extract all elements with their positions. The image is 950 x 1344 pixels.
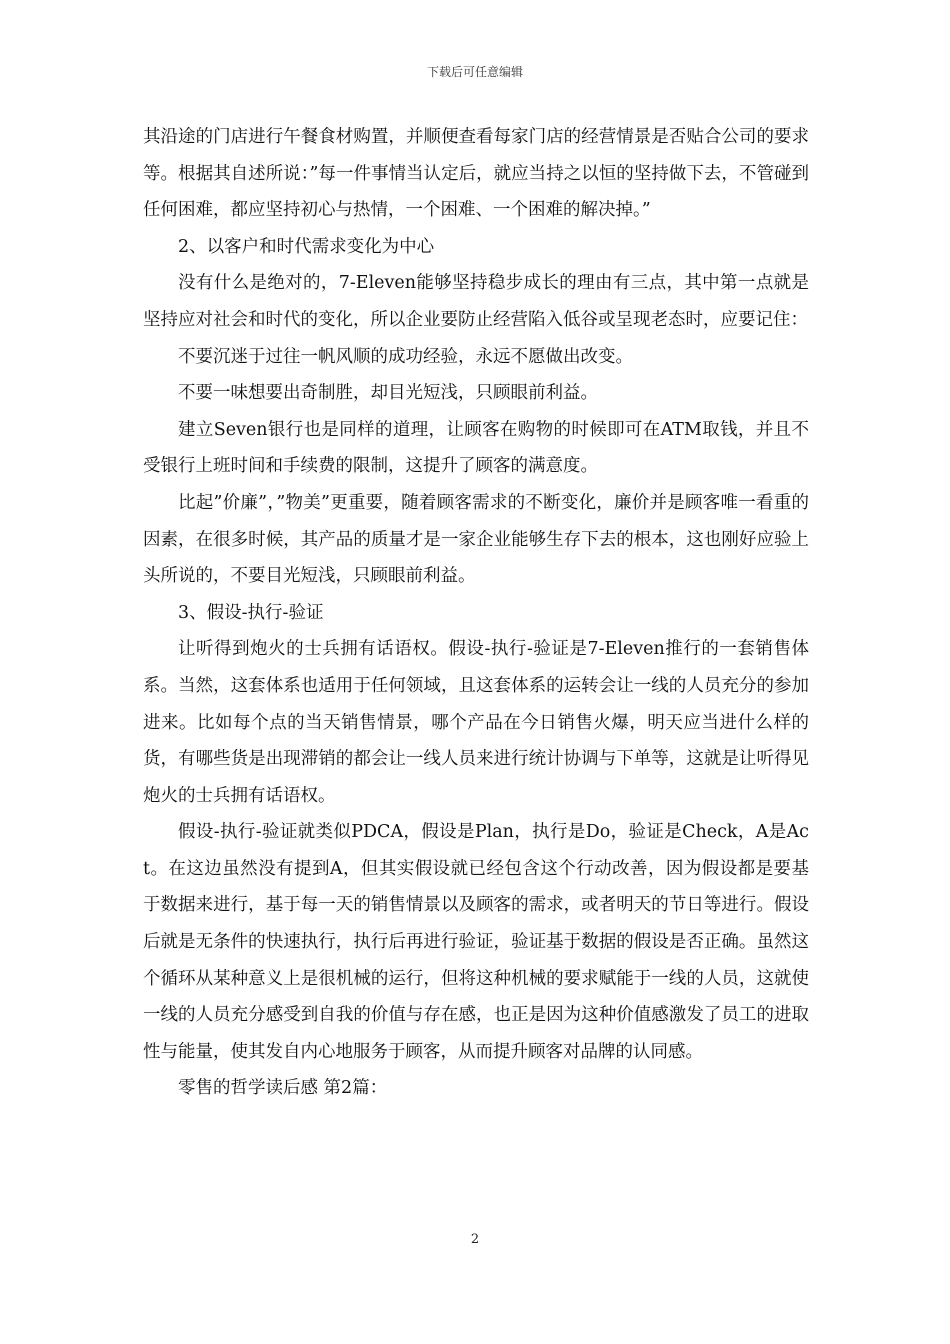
page-header-note: 下载后可任意编辑 bbox=[426, 65, 523, 79]
section-heading-2: 2、以客户和时代需求变化为中心 bbox=[178, 236, 435, 257]
paragraph: 比起”价廉”，”物美”更重要，随着顾客需求的不断变化，廉价并是顾客唯一看重的因素，在很多时候，其产品的质量才是一家企业能够生存下去的根本，这也刚好应验上头所说的，不要目光短浅，只顾眼前利益。 bbox=[143, 492, 809, 587]
document-body bbox=[143, 119, 809, 1107]
paragraph: 假设-执行-验证就类似PDCA，假设是Plan，执行是Do，验证是Check，A是Act。在这边虽然没有提到A，但其实假设就已经包含这个行动改善，因为假设都是要基于数据来进行，基于每一天的销售情景以及顾客的需求，或者明天的节日等进行。假设后就是无条件的快速执行，执行后再进行验证，验证基于数据的假设是否正确。虽然这个循环从某种意义上是很机械的运行，但将这种机械的要求赋能于一线的人员，这就使一线的人员充分感受到自我的价值与存在感，也正是因为这种价值感激发了员工的进取性与能量，使其发自内心地服务于顾客，从而提升顾客对品牌的认同感。 bbox=[143, 822, 809, 1062]
paragraph: 让听得到炮火的士兵拥有话语权。假设-执行-验证是7-Eleven推行的一套销售体系。当然，这套体系也适用于任何领域，且这套体系的运转会让一线的人员充分的参加进来。比如每个点的当天销售情景，哪个产品在今日销售火爆，明天应当进什么样的货，有哪些货是出现滞销的都会让一线人员来进行统计协调与下单等，这就是让听得见炮火的士兵拥有话语权。 bbox=[143, 639, 809, 806]
paragraph: 建立Seven银行也是同样的道理，让顾客在购物的时候即可在ATM取钱，并且不受银行上班时间和手续费的限制，这提升了顾客的满意度。 bbox=[143, 419, 809, 477]
paragraph: 不要一味想要出奇制胜，却目光短浅，只顾眼前利益。 bbox=[178, 383, 598, 404]
section-heading-3: 3、假设-执行-验证 bbox=[178, 602, 324, 623]
page-number: 2 bbox=[470, 1232, 480, 1247]
paragraph: 不要沉迷于过往一帆风顺的成功经验，永远不愿做出改变。 bbox=[178, 346, 633, 367]
paragraph-continuation: 其沿途的门店进行午餐食材购置，并顺便查看每家门店的经营情景是否贴合公司的要求等。根据其自述所说：”每一件事情当认定后，就应当持之以恒的坚持做下去，不管碰到任何困难，都应坚持初心与热情，一个困难、一个困难的解决掉。” bbox=[143, 127, 809, 221]
next-article-heading: 零售的哲学读后感 第2篇： bbox=[178, 1078, 388, 1099]
paragraph: 没有什么是绝对的，7-Eleven能够坚持稳步成长的理由有三点，其中第一点就是坚持应对社会和时代的变化，所以企业要防止经营陷入低谷或呈现老态时，应要记住： bbox=[143, 273, 809, 330]
